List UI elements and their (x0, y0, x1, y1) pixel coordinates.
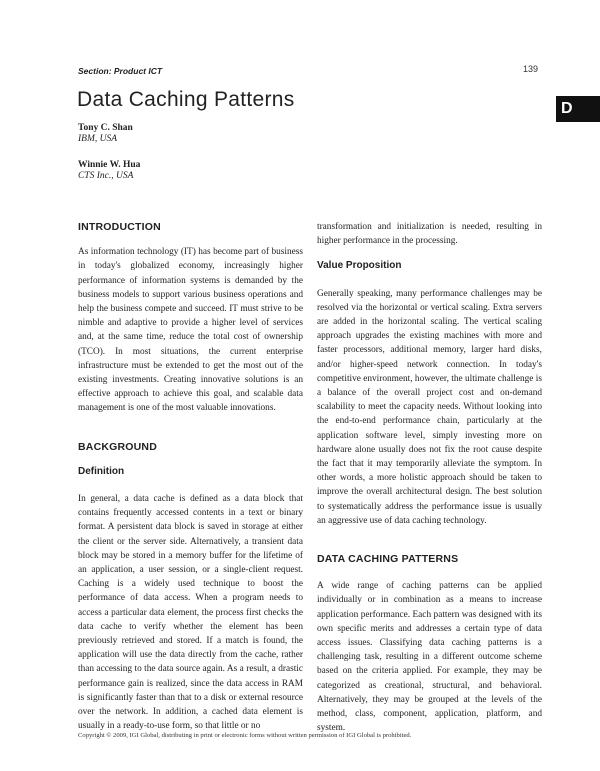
author-block (78, 123, 133, 144)
author-name: Tony C. Shan (78, 123, 133, 133)
background-heading: BACKGROUND (78, 440, 157, 453)
author-block (78, 160, 140, 181)
data-caching-patterns-heading: DATA CACHING PATTERNS (317, 553, 459, 566)
data-caching-patterns-paragraph: A wide range of caching patterns can be applied individually or in combination as a means to increase application performance. Each pattern was designed with its own specific merits and addresses a certain type of data access issues. Classifying data caching patterns is a challenging task, resulting in a different outcome scheme based on the criteria applied. For example, they may be categorized as creational, structural, and behavioral. Alternatively, they may be grouped at the levels of the method, class, component, application, platform, and system. (317, 581, 542, 734)
definition-heading: Definition (78, 465, 125, 477)
continuation-paragraph: transformation and initialization is needed, resulting in higher performance in the processing. (317, 222, 542, 247)
introduction-heading: INTRODUCTION (78, 221, 161, 233)
section-tab: D (556, 96, 600, 122)
value-proposition-heading: Value Proposition (317, 260, 402, 272)
right-column (317, 220, 542, 736)
page-title: Data Caching Patterns (77, 88, 295, 111)
left-column (78, 220, 303, 734)
author-affiliation: IBM, USA (78, 134, 118, 144)
copyright-footer: Copyright © 2009, IGI Global, distributing in print or electronic forms without written permission of IGI Global is prohibited. (78, 732, 412, 739)
introduction-paragraph: As information technology (IT) has become part of business in today's globalized economy, increasingly higher performance of information systems is demanded by the business models to support various business operations and help the business compete and succeed. IT must strive to be nimble and adaptive to provide a higher level of services and, at the same time, reduce the total cost of ownership (TCO). In most situations, the current enterprise infrastructure must be extended to get the most out of the existing investments. Creating innovative solutions is an effective approach to achieve this goal, and scalable data management is one of the most valuable innovations. (78, 247, 303, 414)
value-proposition-paragraph: Generally speaking, many performance challenges may be resolved via the horizontal or vertical scaling. Extra servers are added in the horizontal scaling. The vertical scaling approach upgrades the existing machines with more and faster processors, additional memory, larger hard disks, and/or higher-speed network connection. In today's competitive environment, however, the ultimate challenge is a balance of the overall project cost and on-demand scalability to meet the capacity needs. Without looking into the end-to-end performance chain, particularly at the application software level, simply investing more on hardware alone usually does not fix the root cause despite the fact that it may temporarily alleviate the symptom. In other words, a more holistic approach should be taken to improve the overall architectural design. The best solution to systematically address the performance issue is usually an aggressive use of data caching technology. (317, 288, 542, 526)
page-number: 139 (523, 64, 539, 74)
author-name: Winnie W. Hua (78, 160, 141, 170)
definition-paragraph: In general, a data cache is defined as a data block that contains frequently accessed contents in a text or binary format. A persistent data block is saved in storage at either the client or the server side. Alternatively, a transient data block may be stored in a memory buffer for the lifetime of an application, a user session, or a single-client request. Caching is a widely used technique to boost the performance of data access. When a program needs to access a particular data element, the process first checks the data cache to verify whether the element has been previously retrieved and stored. If a match is found, the application will use the data directly from the cache, rather than accessing to the data source again. As a result, a drastic performance gain is realized, since the data access in RAM is significantly faster than that to a disk or external resource over the network. In addition, a cached data element is usually in a ready-to-use form, so that little or no (78, 494, 303, 732)
section-label: Section: Product ICT (78, 66, 163, 76)
author-affiliation: CTS Inc., USA (78, 171, 134, 181)
